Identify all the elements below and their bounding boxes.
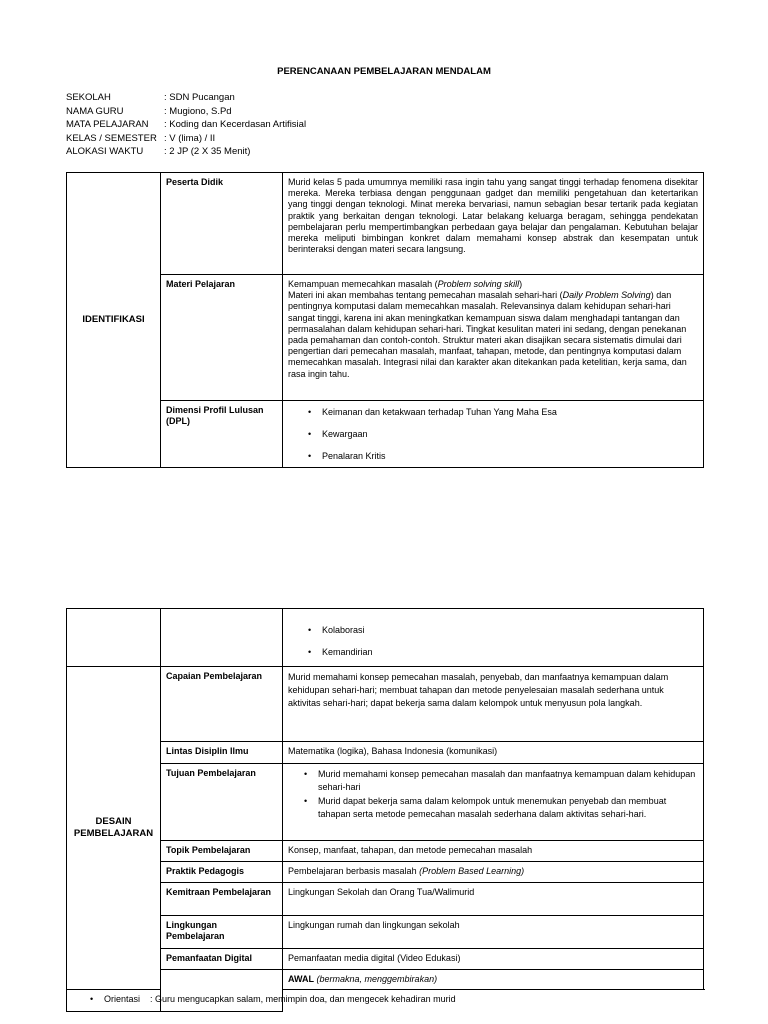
label-tujuan: Tujuan Pembelajaran: [161, 764, 283, 841]
text-praktik-pedagogis: Pembelajaran berbasis masalah (Problem Based Learning): [283, 862, 704, 883]
label-lingkungan: Lingkungan Pembelajaran: [161, 916, 283, 949]
table-row: [67, 970, 704, 990]
table-row: [67, 841, 704, 862]
label-kemitraan: Kemitraan Pembelajaran: [161, 883, 283, 916]
meta-key: MATA PELAJARAN: [66, 119, 149, 130]
meta-value: : V (lima) / II: [164, 132, 216, 144]
label-dpl: Dimensi Profil Lulusan (DPL): [161, 401, 283, 468]
table-row: [67, 742, 704, 764]
label-capaian: Capaian Pembelajaran: [161, 667, 283, 742]
list-item: • Keimanan dan ketakwaan terhadap Tuhan Yang Maha Esa: [322, 407, 698, 418]
list-item: • Penalaran Kritis: [322, 451, 698, 462]
meta-key: NAMA GURU: [66, 105, 124, 117]
table-row: [67, 883, 704, 916]
meta-row-school: [66, 91, 306, 105]
meta-key: KELAS / SEMESTER: [66, 132, 157, 144]
table-row: [67, 990, 704, 1012]
dpl-list-cell: [283, 401, 704, 468]
list-item: • Kemandirian: [322, 647, 698, 658]
label-lintas-disiplin: Lintas Disiplin Ilmu: [161, 742, 283, 764]
label-pemanfaatan-digital: Pemanfaatan Digital: [161, 949, 283, 970]
page-title: PERENCANAAN PEMBELAJARAN MENDALAM: [277, 66, 491, 77]
table-row: [67, 764, 704, 841]
table-row: [67, 667, 704, 742]
label-praktik-pedagogis: Praktik Pedagogis: [161, 862, 283, 883]
meta-row-subject: [66, 118, 306, 132]
text-lintas-disiplin: Matematika (logika), Bahasa Indonesia (komunikasi): [283, 742, 704, 764]
meta-row-class: [66, 132, 306, 146]
empty-cell: [161, 609, 283, 667]
list-item: • Murid memahami konsep pemecahan masalah dan manfaatnya kemampuan dalam kehidupan sehari-hari: [318, 768, 698, 793]
meta-row-teacher: [66, 105, 306, 119]
empty-cell: [67, 609, 161, 667]
meta-value: : Mugiono, S.Pd: [164, 105, 232, 117]
dpl-list-continued: [288, 625, 698, 658]
meta-key: ALOKASI WAKTU: [66, 146, 144, 157]
section-desain-pembelajaran: DESAIN PEMBELAJARAN: [67, 667, 161, 990]
list-item: • Orientasi : Guru mengucapkan salam, memimpin doa, dan mengecek kehadiran murid: [104, 994, 277, 1005]
label-peserta-didik: Peserta Didik: [161, 173, 283, 275]
list-item: • Kewargaan: [322, 429, 698, 440]
label-materi-pelajaran: Materi Pelajaran: [161, 275, 283, 401]
design-table: [66, 608, 704, 1012]
text-pemanfaatan-digital: Pemanfaatan media digital (Video Edukasi): [283, 949, 704, 970]
identification-table: [66, 172, 704, 468]
list-item: • Kolaborasi: [322, 625, 698, 636]
table-row: [67, 949, 704, 970]
tujuan-list: [288, 768, 698, 820]
meta-value: : SDN Pucangan: [164, 92, 235, 103]
awal-header: AWAL (bermakna, menggembirakan): [283, 970, 704, 990]
dpl-list: [288, 407, 698, 463]
materi-paragraph: Materi ini akan membahas tentang pemecahan masalah sehari-hari (Daily Problem Solving) dan pentingnya komputasi dalam memecahkan masalah. Relevansinya dalam kehidupan sehari-hari sangat tinggi, karena ini akan meningkatkan kemampuan siswa dalam menghadapi tantangan dan permasalahan dalam kehidupan sehari-hari. Tingkat kesulitan materi ini sedang, dengan penekanan pada pemahaman dan contoh-contoh. Struktur materi akan disajikan secara sistematis dimulai dari pengertian dari pemecahan masalah, manfaat, tahapan, metode, dan pentingnya komputasi dalam memecahkan masalah. Integrasi nilai dan karakter akan ditekankan pada ketelitian, kerja sama, dan rasa ingin tahu.: [288, 290, 687, 379]
orientasi-cell: [67, 990, 456, 1012]
list-item: • Murid dapat bekerja sama dalam kelompok untuk menemukan penyebab dan membuat tahapan serta metode pemecahan masalah sederhana dalam aktivitas sehari-hari.: [318, 795, 698, 820]
awal-list: [72, 994, 456, 1005]
text-peserta-didik: Murid kelas 5 pada umumnya memiliki rasa ingin tahu yang sangat tinggi terhadap fenomena disekitar mereka. Mereka terbiasa dengan penggunaan gadget dan memiliki pengetahuan dan ketertarikan yang tinggi dengan teknologi. Minat mereka bervariasi, namun sebagian besar tertarik pada kegiatan praktik yang berkaitan dengan teknologi. Latar belakang keluarga beragam, sehingga pendekatan pembelajaran perlu mempertimbangkan perbedaan gaya belajar dan pengalaman. Kebutuhan belajar mereka meliputi bimbingan konkret dalam memahami konsep abstrak dan kesempatan untuk berinteraksi dengan materi secara langsung.: [283, 173, 704, 275]
table-row: [67, 173, 704, 275]
table-row: [67, 401, 704, 468]
text-capaian: Murid memahami konsep pemecahan masalah, penyebab, dan manfaatnya kemampuan dalam kehidupan sehari-hari; membuat tahapan dan metode penyelesaian masalah sederhana untuk aktivitas sehari-hari; dapat bekerja sama dalam kelompok untuk menyusun pola langkah.: [283, 667, 704, 742]
text-topik: Konsep, manfaat, tahapan, dan metode pemecahan masalah: [283, 841, 704, 862]
text-kemitraan: Lingkungan Sekolah dan Orang Tua/Walimurid: [283, 883, 704, 916]
meta-value: : 2 JP (2 X 35 Menit): [164, 146, 251, 157]
materi-line-1: Kemampuan memecahkan masalah (Problem solving skill): [288, 279, 523, 289]
table-row: [67, 609, 704, 667]
tujuan-list-cell: [283, 764, 704, 841]
text-materi-pelajaran: [283, 275, 704, 401]
table-row: [67, 275, 704, 401]
dpl-continued-cell: [283, 609, 704, 667]
meta-key: SEKOLAH: [66, 92, 111, 103]
text-lingkungan: Lingkungan rumah dan lingkungan sekolah: [283, 916, 704, 949]
section-identifikasi: IDENTIFIKASI: [67, 173, 161, 468]
document-metadata: [66, 91, 306, 159]
table-row: [67, 916, 704, 949]
table-row: [67, 862, 704, 883]
meta-row-time: [66, 145, 306, 159]
label-topik: Topik Pembelajaran: [161, 841, 283, 862]
meta-value: : Koding dan Kecerdasan Artifisial: [164, 119, 307, 130]
